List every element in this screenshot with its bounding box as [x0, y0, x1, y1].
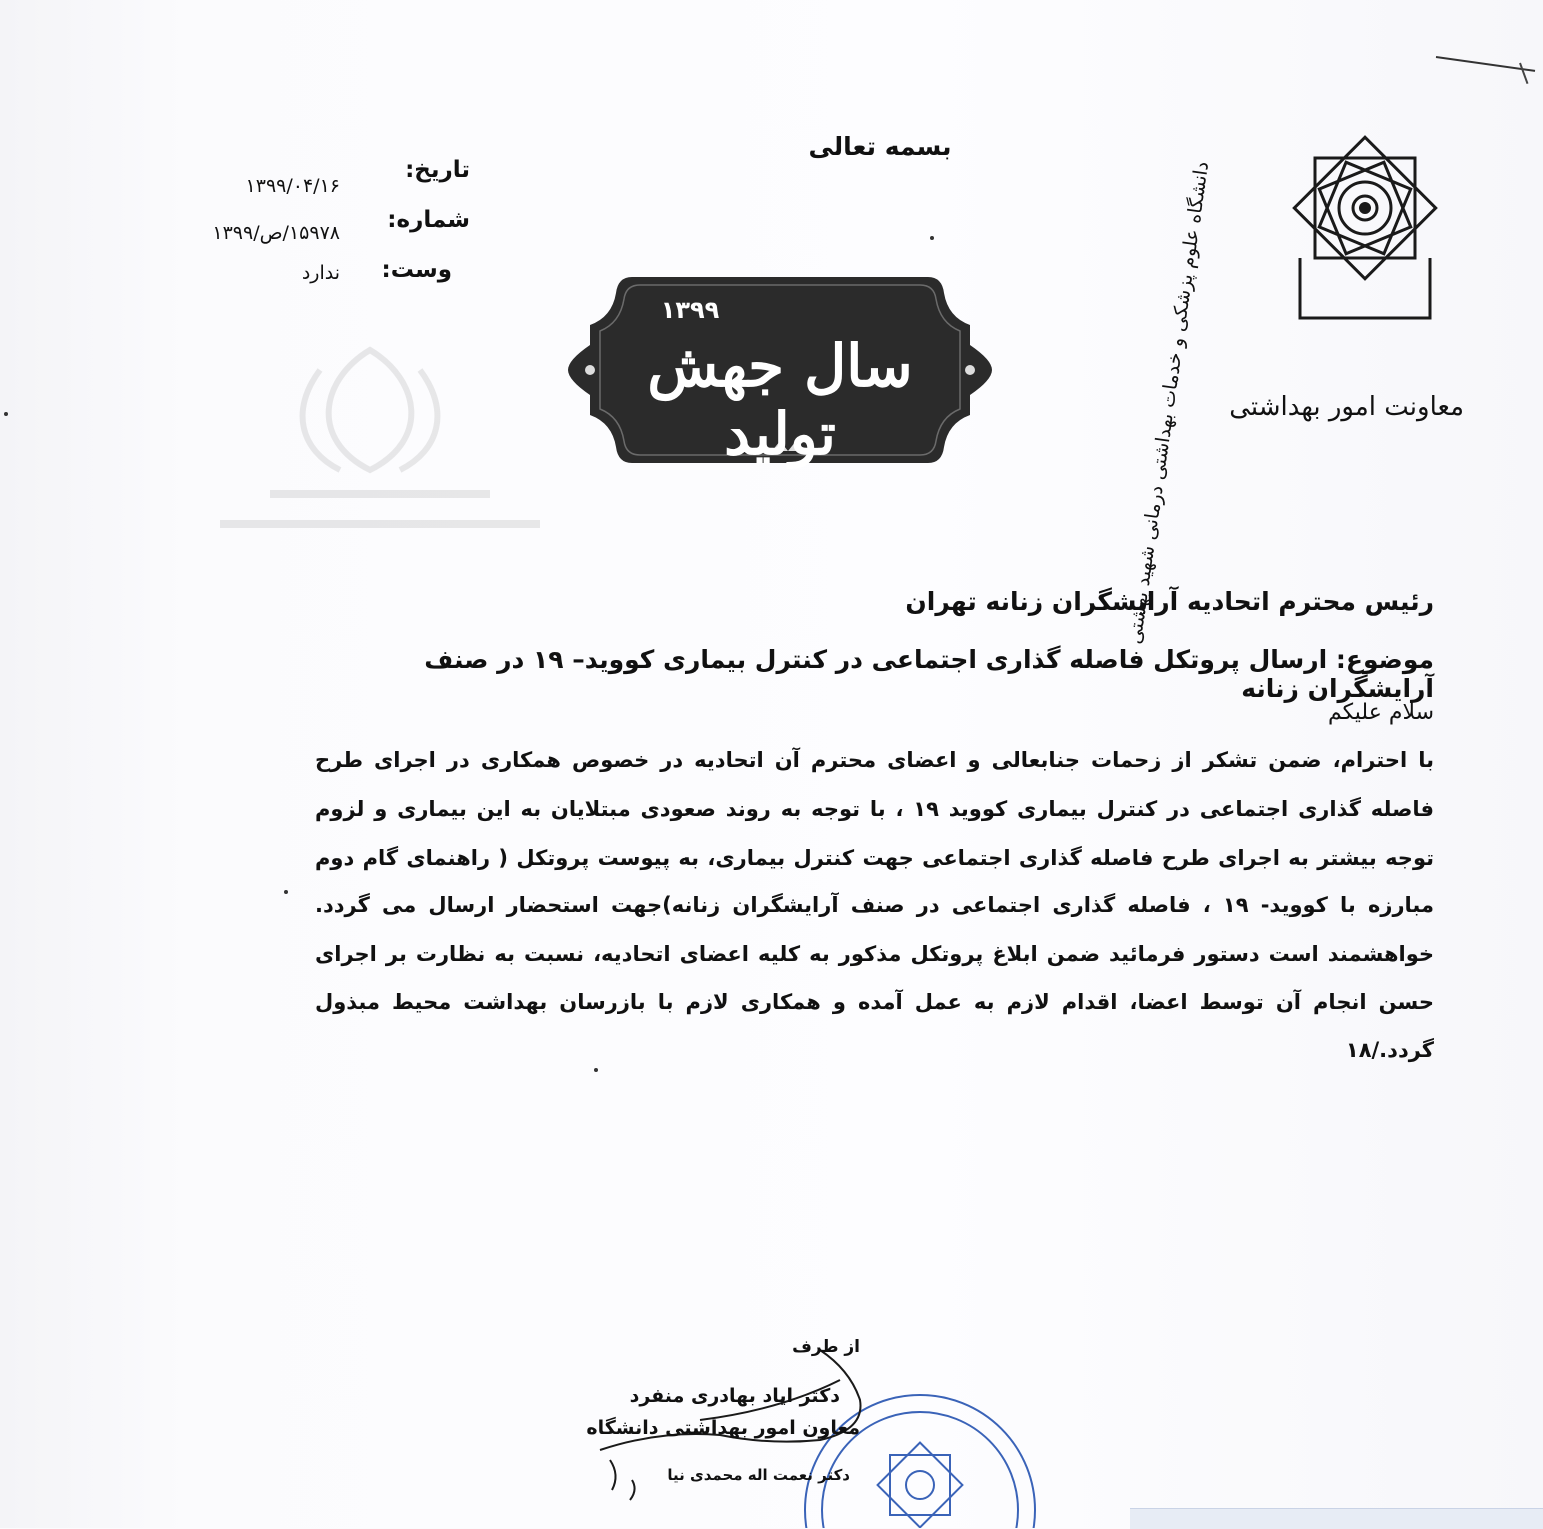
scan-edge-mark [1519, 63, 1528, 84]
signed-by-name: دکتر نعمت اله محمدی نیا [667, 1466, 850, 1484]
university-logo [1280, 128, 1450, 328]
scan-speck [930, 236, 934, 240]
salutation: سلام علیکم [1327, 700, 1434, 725]
scan-speck [594, 1068, 598, 1072]
body-line: فاصله گذاری اجتماعی در کنترل بیماری کووید ۱۹ ، با توجه به روند صعودی مبتلایان به این بیماری و لزوم [315, 797, 1435, 821]
university-name: دانشگاه علوم پزشکی و خدمات بهداشتی درمانی شهید بهشتی [1123, 160, 1214, 646]
recipient-line: رئیس محترم اتحادیه آرایشگران زنانه تهران [905, 587, 1434, 616]
body-line: توجه بیشتر به اجرای طرح فاصله گذاری اجتماعی جهت کنترل بیماری، به پیوست پروتکل ( راهنمای گام دوم [315, 846, 1434, 870]
body-line: با احترام، ضمن تشکر از زحمات جنابعالی و اعضای محترم آن اتحادیه در خصوص همکاری در اجرای طرح [315, 748, 1434, 772]
number-value: ۱۵۹۷۸/ص/۱۳۹۹ [212, 222, 340, 244]
scan-speck [4, 412, 8, 416]
bismillah-heading: بسمه تعالی [808, 132, 952, 161]
date-value: ۱۳۹۹/۰۴/۱۶ [245, 175, 340, 197]
body-line: مبارزه با کووید- ۱۹ ، فاصله گذاری اجتماعی در صنف آرایشگران زنانه)جهت استحضار ارسال می گردد. [315, 893, 1434, 917]
attached-slip-edge [1130, 1508, 1543, 1529]
university-name-vertical [1123, 160, 1226, 646]
attachment-label: وست: [381, 257, 452, 283]
date-label: تاریخ: [405, 157, 470, 183]
attachment-value: ندارد [301, 262, 340, 284]
number-label: شماره: [387, 207, 470, 233]
banner-slogan: سال جهش تولید [647, 332, 913, 468]
subject-line: موضوع: ارسال پروتکل فاصله گذاری اجتماعی در کنترل بیماری کووید– ۱۹ در صنف آرایشگران زنانه [424, 645, 1434, 703]
body-line: حسن انجام آن توسط اعضا، اقدام لازم به عمل آمده و همکاری لازم با بازرسان بهداشت محیط مبذول [315, 990, 1434, 1014]
scan-speck [284, 890, 288, 894]
signatory-name: دکتر ایاد بهادری منفرد [629, 1385, 840, 1407]
body-line: خواهشمند است دستور فرمائید ضمن ابلاغ پروتکل مذکور به کلیه اعضای اتحادیه، نسبت به نظارت بر اجرای [315, 942, 1434, 966]
body-line: گردد./۱۸ [1345, 1038, 1434, 1062]
signature-from-label: از طرف [792, 1337, 860, 1357]
banner-year: ۱۳۹۹ [660, 296, 720, 324]
signatory-title: معاون امور بهداشتی دانشگاه [586, 1417, 860, 1439]
faint-emblem-watermark [200, 330, 550, 550]
department-name: معاونت امور بهداشتی [1229, 392, 1464, 422]
